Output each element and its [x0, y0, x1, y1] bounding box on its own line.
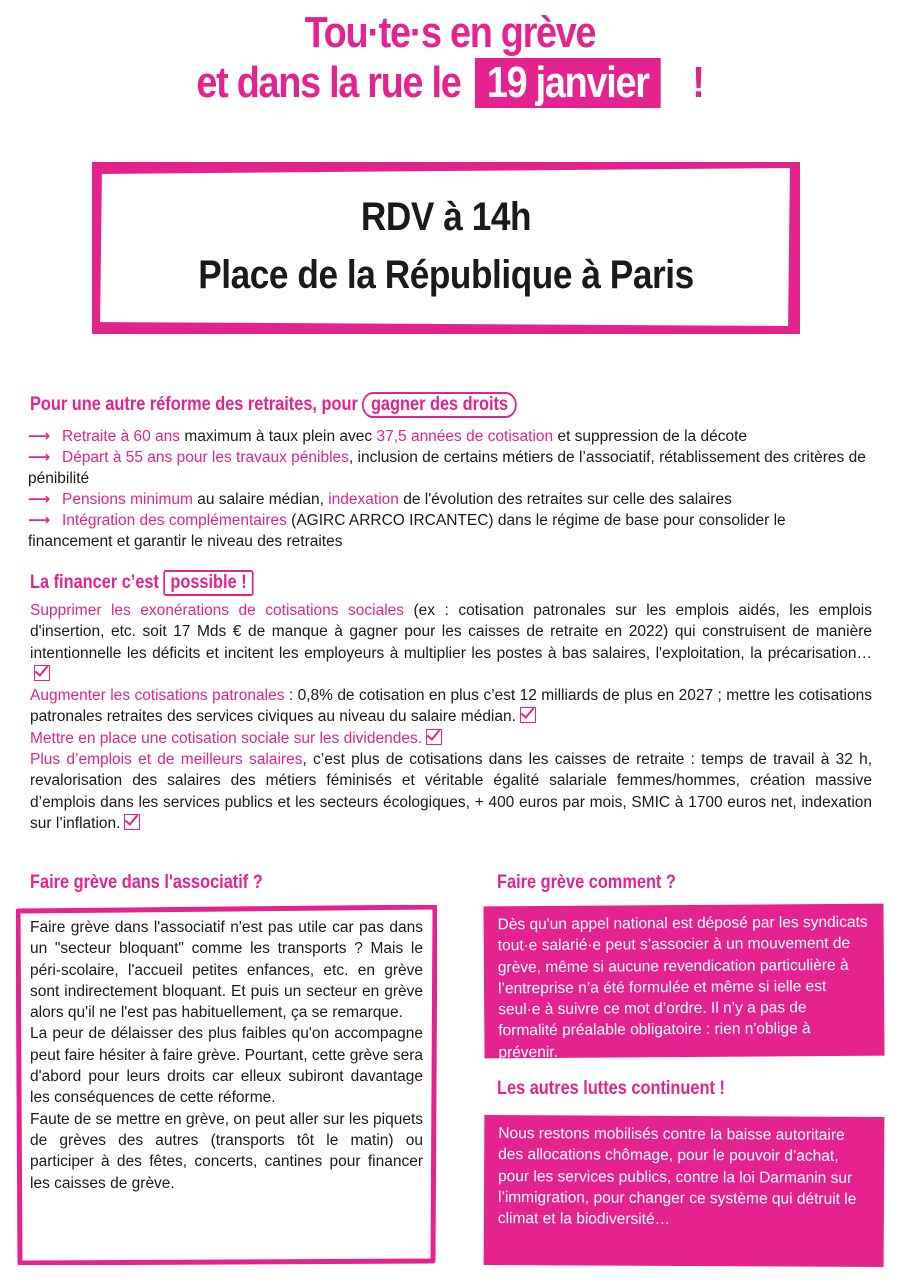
financer-highlight: Mettre en place une cotisation sociale sur les dividendes.	[30, 729, 423, 747]
exclamation-mark: !	[692, 58, 704, 107]
header	[0, 8, 900, 108]
retraites-heading-circled: gagner des droits	[362, 392, 516, 418]
list-item-highlight-2: 37,5 années de cotisation	[376, 428, 554, 445]
financer-highlight: Augmenter les cotisations patronales	[30, 687, 285, 705]
list-item-highlight: Retraite à 60 ans	[62, 428, 181, 445]
list-item-highlight-2: indexation	[328, 491, 399, 508]
financer-heading	[30, 570, 254, 596]
arrow-right-icon: ⟶	[28, 428, 51, 445]
financer-text: , c’est plus de cotisations dans les caisses de retraite : temps de travail à 32 h, revalorisation des salaires des métiers féminisés et véritable égalité salariale femmes/hommes, création massive d’emplois dans les services publics et les secteurs écologiques, + 400 euros par mois, SMIC à 1700 euros net, indexation sur l’inflation.	[30, 751, 872, 832]
financer-paragraph	[30, 685, 872, 728]
luttes-text: Nous restons mobilisés contre la baisse autoritaire des allocations chômage, pour le pouvoir d’achat, pour les services publics, contre la loi Darmanin sur l’immigration, pour changer ce système qui détruit le climat et la biodiversité…	[497, 1125, 857, 1229]
arrow-right-icon: ⟶	[28, 449, 51, 466]
comment-box	[483, 904, 884, 1062]
retraites-list	[28, 426, 870, 552]
list-item-text: (AGIRC ARRCO IRCANTEC) dans le régime de base pour consolider le financement et garantir le niveau des retraites	[28, 512, 786, 550]
rdv-frame	[92, 162, 800, 334]
arrow-right-icon: ⟶	[28, 491, 51, 508]
assoc-paragraph: La peur de délaisser des plus faibles qu'on accompagne peut faire hésiter à faire grève. Pourtant, cette grève sera d'abord pour leurs droits car elleux subiront davantage les conséquences de cette réforme.	[30, 1025, 423, 1107]
financer-heading-boxed: possible !	[164, 570, 254, 596]
financer-paragraph	[30, 600, 872, 685]
checkbox-checked-icon	[520, 707, 536, 723]
list-item-text-2: de l'évolution des retraites sur celle des salaires	[398, 491, 732, 508]
list-item-highlight: Intégration des complémentaires	[62, 512, 287, 529]
date-highlight: 19 janvier	[475, 58, 661, 108]
list-item	[28, 426, 870, 447]
list-item-highlight: Pensions minimum	[62, 491, 193, 508]
luttes-box	[484, 1115, 885, 1267]
comment-heading: Faire grève comment ?	[497, 872, 676, 893]
financer-paragraph	[30, 749, 872, 834]
financer-paragraph	[30, 728, 872, 749]
financer-body	[30, 600, 872, 834]
list-item-text-2: et suppression de la décote	[553, 428, 748, 445]
checkbox-checked-icon	[124, 814, 140, 830]
retraites-heading	[30, 392, 517, 418]
assoc-paragraph: Faire grève dans l'associatif n'est pas utile car pas dans un "secteur bloquant" comme les transports ? Mais le péri-scolaire, l'accueil petites enfances, etc. en grève sont indirectement bloquant. Et puis un secteur en grève alors qu'il ne l'est pas habituellement, ça se remarque.	[30, 919, 423, 1022]
header-line-1: Tou·te·s en grève	[304, 8, 596, 57]
financer-heading-prefix: La financer c’est	[30, 572, 159, 593]
checkbox-checked-icon	[426, 729, 442, 745]
financer-text: (ex : cotisation patronales sur les emplois aidés, les emplois d'insertion, etc. soit 17 Mds € de manque à gagner pour les caisses de retraite en 2022) qui construisent de manière intentionnelle les déficits et incitent les employeurs à multiplier les postes à bas salaires, l'exploitation, la précarisation…	[30, 602, 872, 662]
assoc-heading: Faire grève dans l'associatif ?	[30, 872, 263, 893]
arrow-right-icon: ⟶	[28, 512, 51, 529]
header-line-2	[63, 58, 837, 108]
checkbox-checked-icon	[34, 665, 50, 681]
luttes-heading: Les autres luttes continuent !	[497, 1078, 725, 1099]
list-item	[28, 510, 870, 552]
rdv-place: Place de la République à Paris	[198, 253, 694, 297]
header-line-2-prefix: et dans la rue le	[196, 58, 461, 107]
assoc-body	[30, 917, 423, 1194]
assoc-paragraph: Faute de se mettre en grève, on peut aller sur les piquets de grèves des autres (transports tôt le matin) ou participer à des fêtes, concerts, cantines pour financer les caisses de grève.	[30, 1110, 423, 1192]
list-item-text: maximum à taux plein avec	[180, 428, 377, 445]
financer-highlight: Supprimer les exonérations de cotisations sociales	[30, 602, 405, 619]
financer-text: : 0,8% de cotisation en plus c’est 12 milliards de plus en 2027 ; mettre les cotisations patronales retraites des services civiques au niveau du salaire médian.	[30, 687, 872, 726]
financer-highlight: Plus d’emplois et de meilleurs salaires	[30, 751, 303, 769]
list-item-highlight: Départ à 55 ans pour les travaux pénibles	[62, 449, 349, 466]
list-item-text: au salaire médian,	[192, 491, 329, 508]
comment-text: Dès qu'un appel national est déposé par les syndicats tout·e salarié·e peut s’associer à un mouvement de grève, même si aucune revendication particulière à l’entreprise n’a été formulée et même si ielle est seul·e à suivre ce mot d’ordre. Il n’y a pas de formalité préalable obligatoire : rien n'oblige à prévenir.	[497, 913, 868, 1062]
list-item-text: , inclusion de certains métiers de l’associatif, rétablissement des critères de pénibilité	[28, 449, 866, 487]
rdv-time: RDV à 14h	[360, 195, 532, 239]
list-item	[28, 489, 870, 510]
retraites-heading-prefix: Pour une autre réforme des retraites, pour	[30, 394, 358, 415]
rdv-text	[134, 188, 757, 304]
list-item	[28, 447, 870, 489]
